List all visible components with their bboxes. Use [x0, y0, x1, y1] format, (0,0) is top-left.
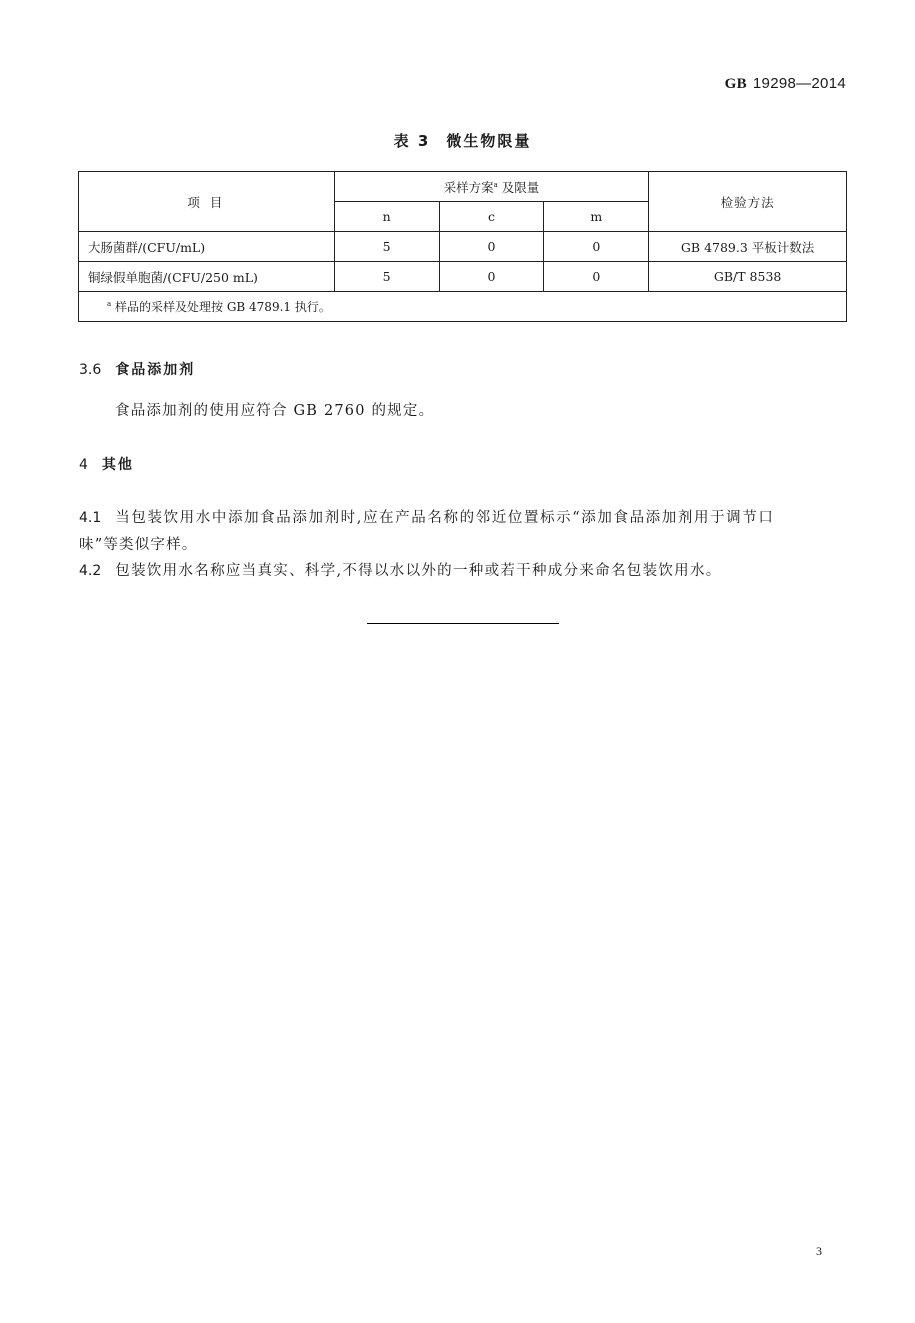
- table-header-row: [79, 172, 847, 202]
- standard-number: 19298—2014: [752, 75, 846, 92]
- clause-4-2: 4.2 包装饮用水名称应当真实、科学,不得以水以外的一种或若干种成分来命名包装饮用水。: [79, 563, 722, 579]
- table-footnote: $^a$ 样品的采样及处理按 GB 4789.1 执行。: [79, 292, 847, 322]
- cell-method: GB 4789.3 平板计数法: [649, 232, 847, 262]
- cell-m: 0: [544, 262, 649, 292]
- header-n: n: [334, 202, 439, 232]
- section-3-6-body: 食品添加剂的使用应符合 GB 2760 的规定。: [115, 403, 435, 419]
- standard-prefix: GB: [724, 76, 747, 92]
- microbial-limits-table: [78, 171, 847, 322]
- table-footnote-row: [79, 292, 847, 322]
- table-row: [79, 262, 847, 292]
- cell-method: GB/T 8538: [649, 262, 847, 292]
- cell-item: 大肠菌群/(CFU/mL): [79, 232, 335, 262]
- header-method: 检验方法: [649, 172, 847, 232]
- cell-c: 0: [439, 232, 544, 262]
- end-rule: [367, 623, 559, 624]
- table-row: [79, 232, 847, 262]
- footnote-mark: a: [107, 300, 112, 308]
- cell-c: 0: [439, 262, 544, 292]
- section-heading-3-6: 3.6 食品添加剂: [79, 362, 196, 378]
- page-number: 3: [816, 1244, 822, 1258]
- table-caption: 微生物限量: [446, 132, 532, 150]
- cell-n: 5: [334, 262, 439, 292]
- clause-4-1: 4.1 当包装饮用水中添加食品添加剂时,应在产品名称的邻近位置标示“添加食品添加剂用于调节口: [79, 510, 775, 526]
- header-item: 项 目: [79, 172, 335, 232]
- footnote-mark: a: [493, 180, 498, 189]
- header-c: c: [439, 202, 544, 232]
- header-sampling: 采样方案$^a$ 及限量: [334, 172, 649, 202]
- header-m: m: [544, 202, 649, 232]
- cell-n: 5: [334, 232, 439, 262]
- cell-item: 铜绿假单胞菌/(CFU/250 mL): [79, 262, 335, 292]
- table-number: 表 3: [393, 132, 431, 150]
- standard-code: [725, 75, 846, 93]
- clause-4-1-continued: 味”等类似字样。: [79, 537, 198, 553]
- table-title: [0, 130, 915, 151]
- cell-m: 0: [544, 232, 649, 262]
- section-heading-4: 4 其他: [79, 457, 134, 473]
